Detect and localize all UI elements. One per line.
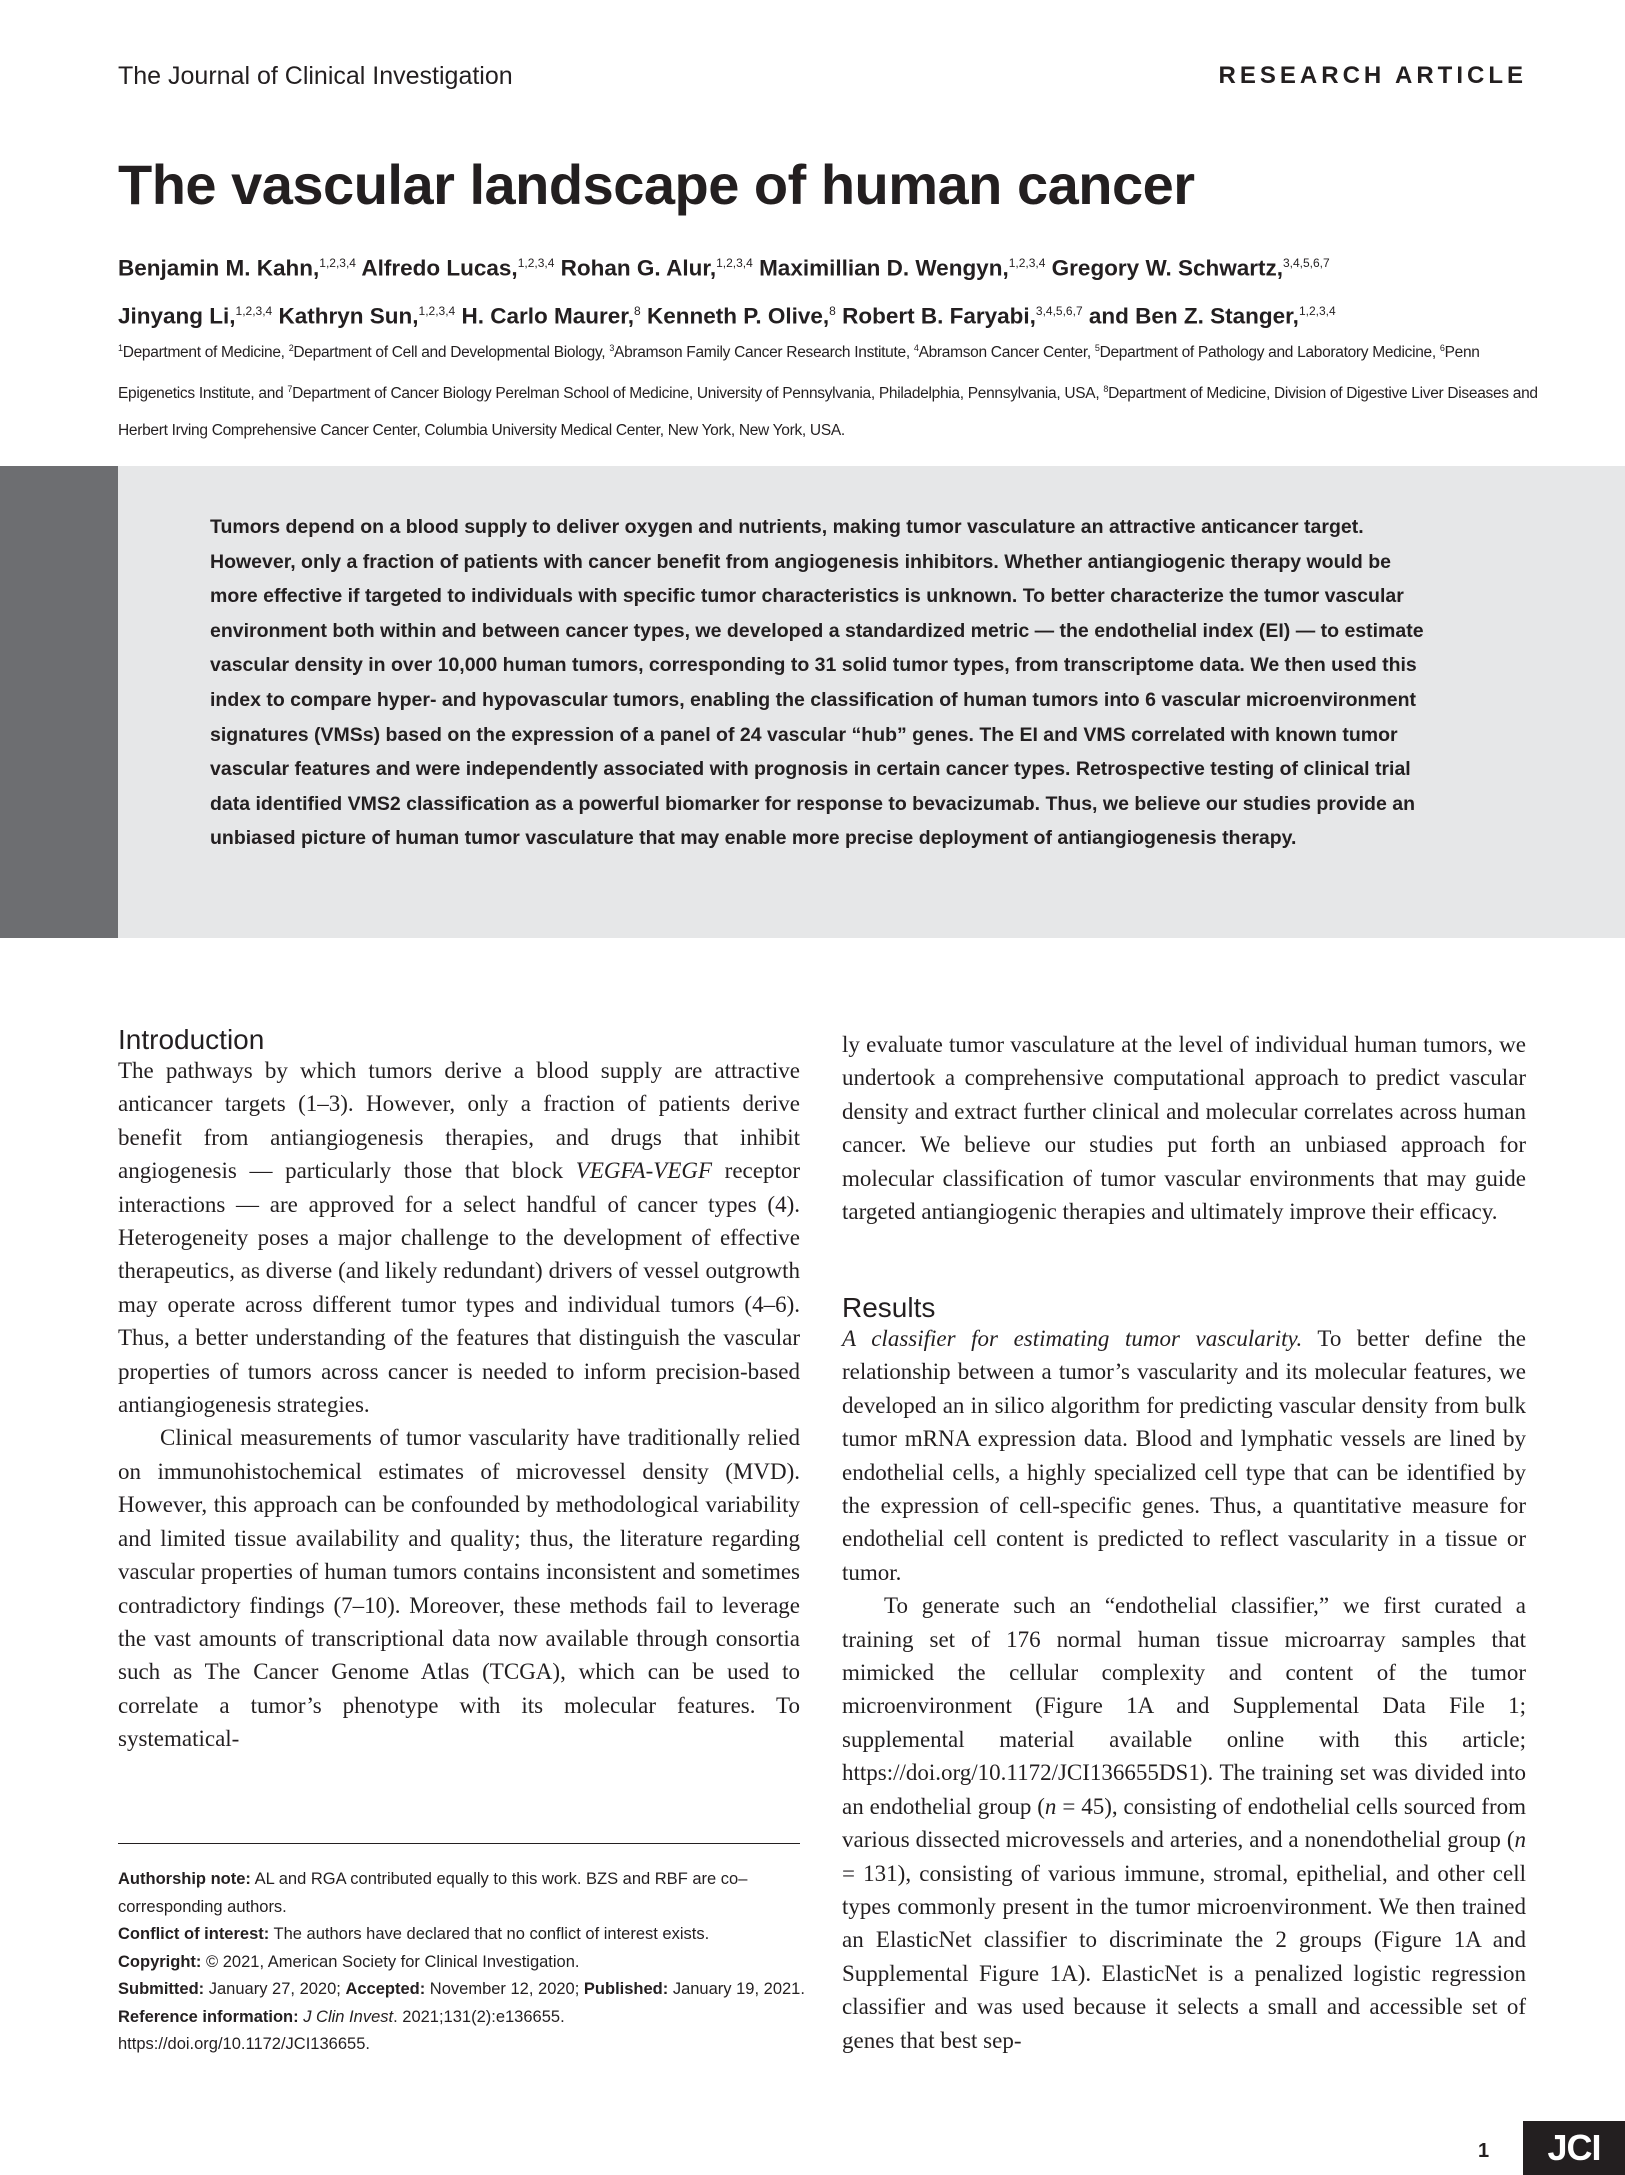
footnote-divider <box>118 1843 800 1844</box>
author-affiliation-marker: 3,4,5,6,7 <box>1035 303 1083 318</box>
affiliation-number: 1 <box>118 343 123 353</box>
affiliation-text: Penn Epigenetics Institute, and <box>118 344 1480 403</box>
article-title: The vascular landscape of human cancer <box>118 153 1195 216</box>
intro-paragraph-2: Clinical measurements of tumor vascularity have traditionally relied on immunohistochemical estimates of microvessel density (MVD). However, this approach can be confounded by methodological variability and limited tissue availability and quality; thus, the literature regarding vascular properties of human tumors contains inconsistent and sometimes contradictory findings (7–10). Moreover, these methods fail to leverage the vast amounts of transcriptional data now available through consortia such as The Cancer Genome Atlas (TCGA), which can be used to correlate a tumor’s phenotype with its molecular features. To systematical- <box>118 1425 800 1752</box>
author-affiliation-marker: 8 <box>634 303 641 318</box>
author-name: Benjamin M. Kahn, <box>118 255 320 281</box>
author-affiliation-marker: 1,2,3,4 <box>235 303 273 318</box>
affiliation-text: Department of Cell and Developmental Biology, <box>293 344 610 362</box>
author-name: Kathryn Sun, <box>278 303 419 328</box>
author-name: Maximillian D. Wengyn, <box>759 255 1009 281</box>
abstract-side-bar <box>0 466 118 938</box>
author-name: Gregory W. Schwartz, <box>1051 255 1283 281</box>
affiliations <box>118 330 1538 449</box>
author-affiliation-marker: 1,2,3,4 <box>1298 303 1336 318</box>
right-column <box>842 1028 1526 1228</box>
results-paragraph-1: A classifier for estimating tumor vascularity. To better define the relationship between a tumor’s vascularity and its molecular features, we developed an in silico algorithm for predicting vascular density from bulk tumor mRNA expression data. Blood and lymphatic vessels are lined by endothelial cells, a highly specialized cell type that can be identified by the expression of cell-specific genes. Thus, a quantitative measure for endothelial cell content is predicted to reflect vascularity in a tissue or tumor. <box>842 1326 1526 1585</box>
reference-note: Reference information: J Clin Invest. 2021;131(2):e136655. <box>118 2007 565 2026</box>
affiliation-number: 5 <box>1094 343 1100 353</box>
affiliation-number: 4 <box>913 343 919 353</box>
author-affiliation-marker: 1,2,3,4 <box>418 303 456 318</box>
affiliation-text: Department of Medicine, Division of Digestive Liver Diseases and Herbert Irving Comprehensive Cancer Center, Columbia University Medical Center, New York, New York, USA. <box>118 385 1538 440</box>
article-type: RESEARCH ARTICLE <box>1218 62 1527 89</box>
left-column <box>118 1054 800 1756</box>
page-number: 1 <box>1478 2140 1490 2162</box>
results-column <box>842 1322 1526 2057</box>
affiliation-text: Abramson Family Cancer Research Institute, <box>614 344 914 362</box>
results-paragraph-2: To generate such an “endothelial classifier,” we first curated a training set of 176 normal human tissue microarray samples that mimicked the cellular complexity and content of the tumor microenvironment (Figure 1A and Supplemental Data File 1; supplemental material available online with this article; https://doi.org/10.1172/JCI136655DS1). The training set was divided into an endothelial group (n = 45), consisting of endothelial cells sourced from various dissected microvessels and arteries, and a nonendothelial group (n = 131), consisting of various immune, stromal, epithelial, and other cell types commonly present in the tumor microenvironment. We then trained an ElasticNet classifier to discriminate the 2 groups (Figure 1A and Supplemental Figure 1A). ElasticNet is a penalized logistic regression classifier and was used because it selects a small and accessible set of genes that best sep- <box>842 1593 1527 2053</box>
author-affiliation-marker: 1,2,3,4 <box>1008 256 1046 270</box>
footnotes <box>118 1866 808 2059</box>
doi-link[interactable]: https://doi.org/10.1172/JCI136655. <box>118 2035 370 2053</box>
intro-paragraph-3: ly evaluate tumor vasculature at the level of individual human tumors, we undertook a comprehensive computational approach to predict vascular density and extract further clinical and molecular correlates across human cancer. We believe our studies put forth an unbiased approach for molecular classification of tumor vascular environments that may guide targeted antiangiogenic therapies and ultimately improve their efficacy. <box>842 1032 1526 1225</box>
author-affiliation-marker: 8 <box>829 303 836 318</box>
author-affiliation-marker: 3,4,5,6,7 <box>1282 256 1330 270</box>
affiliation-text: Department of Medicine, <box>122 344 289 362</box>
dates-note: Submitted: January 27, 2020; Accepted: November 12, 2020; Published: January 19, 2021. <box>118 1980 805 1998</box>
results-subheading: A classifier for estimating tumor vascularity. <box>842 1326 1303 1351</box>
authorship-note: Authorship note: AL and RGA contributed equally to this work. BZS and RBF are co–corresponding authors. <box>118 1870 748 1916</box>
intro-paragraph-1: The pathways by which tumors derive a blood supply are attractive anticancer targets (1–3). However, only a fraction of patients derive benefit from antiangiogenesis therapies, and drugs that inhibit angiogenesis — particularly those that block VEGFA-VEGF receptor interactions — are approved for a select handful of cancer types (4). Heterogeneity poses a major challenge to the development of effective therapeutics, as diverse (and likely redundant) drivers of vessel outgrowth may operate across different tumor types and individual tumors (4–6). Thus, a better understanding of the features that distinguish the vascular properties of tumors across cancer is needed to inform precision-based antiangiogenesis strategies. <box>118 1058 800 1418</box>
journal-name: The Journal of Clinical Investigation <box>118 62 513 90</box>
author-name: H. Carlo Maurer, <box>461 303 635 328</box>
affiliation-number: 2 <box>288 343 294 353</box>
author-list <box>118 242 1528 337</box>
author-affiliation-marker: 1,2,3,4 <box>716 256 753 270</box>
affiliation-number: 6 <box>1439 343 1445 353</box>
affiliation-number: 8 <box>1103 384 1109 395</box>
author-affiliation-marker: 1,2,3,4 <box>319 256 356 270</box>
introduction-heading: Introduction <box>118 1024 265 1055</box>
affiliation-text: Department of Pathology and Laboratory Medicine, <box>1099 344 1440 362</box>
results-heading: Results <box>842 1292 936 1323</box>
author-affiliation-marker: 1,2,3,4 <box>517 256 555 270</box>
author-name: Robert B. Faryabi, <box>842 303 1036 328</box>
author-name: Rohan G. Alur, <box>560 255 717 281</box>
jci-logo: JCI <box>1523 2121 1625 2175</box>
author-name: Jinyang Li, <box>118 303 236 328</box>
affiliation-text: Department of Cancer Biology Perelman School of Medicine, University of Pennsylvania, Philadelphia, Pennsylvania, USA, <box>292 385 1104 403</box>
author-name: Kenneth P. Olive, <box>647 303 830 328</box>
affiliation-number: 3 <box>609 343 615 353</box>
affiliation-number: 7 <box>287 384 293 395</box>
affiliation-text: Abramson Cancer Center, <box>918 344 1095 362</box>
author-name: Alfredo Lucas, <box>361 255 518 281</box>
conflict-note: Conflict of interest: The authors have declared that no conflict of interest exists. <box>118 1925 710 1943</box>
author-name: and Ben Z. Stanger, <box>1088 303 1299 328</box>
copyright-note: Copyright: © 2021, American Society for Clinical Investigation. <box>118 1952 580 1971</box>
abstract-text: Tumors depend on a blood supply to deliver oxygen and nutrients, making tumor vasculature an attractive anticancer target. However, only a fraction of patients with cancer benefit from angiogenesis inhibitors. Whether antiangiogenic therapy would be more effective if targeted to individuals with specific tumor characteristics is unknown. To better characterize the tumor vascular environment both within and between cancer types, we developed a standardized metric — the endothelial index (EI) — to estimate vascular density in over 10,000 human tumors, corresponding to 31 solid tumor types, from transcriptome data. We then used this index to compare hyper- and hypovascular tumors, enabling the classification of human tumors into 6 vascular microenvironment signatures (VMSs) based on the expression of a panel of 24 vascular “hub” genes. The EI and VMS correlated with known tumor vascular features and were independently associated with prognosis in certain cancer types. Retrospective testing of clinical trial data identified VMS2 classification as a powerful biomarker for response to bevacizumab. Thus, we believe our studies provide an unbiased picture of human tumor vasculature that may enable more precise deployment of antiangiogenesis therapy. <box>210 516 1424 850</box>
